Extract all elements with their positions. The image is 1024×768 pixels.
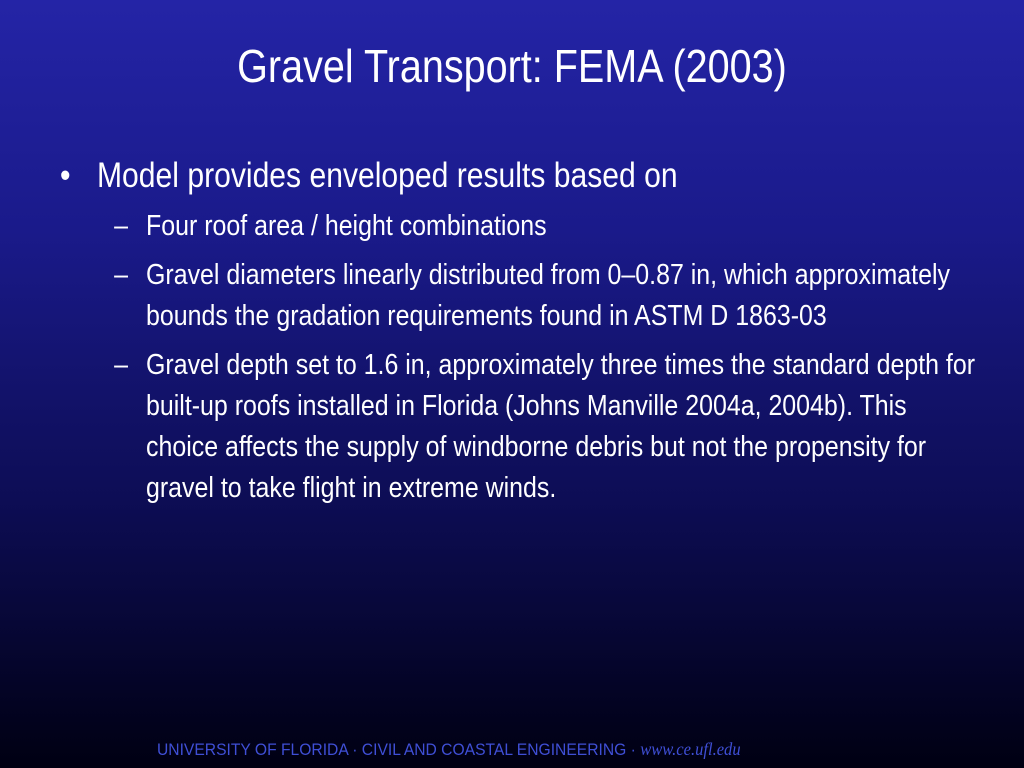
sub-bullet-text: Gravel depth set to 1.6 in, approximately three times the standard depth for built-up roofs installed in Florida (Johns Manville 2004a, 2004b). This choice affects the supply of windborne debris but not the propensity for gravel to take flight in extreme winds. xyxy=(146,349,976,504)
bullet-marker: • xyxy=(60,156,71,195)
dash-marker: – xyxy=(114,210,129,242)
slide-title: Gravel Transport: FEMA (2003) xyxy=(237,40,787,92)
sub-bullet-item xyxy=(60,206,985,247)
sub-bullet-text: Gravel diameters linearly distributed from 0–0.87 in, which approximately bounds the gradation requirements found in ASTM D 1863-03 xyxy=(146,259,950,332)
bullet-text: Model provides enveloped results based on xyxy=(96,156,678,195)
footer xyxy=(157,737,741,762)
dash-marker: – xyxy=(114,259,129,291)
sub-bullet-item xyxy=(60,345,985,509)
bullet-list xyxy=(60,150,976,517)
sub-bullet-list xyxy=(60,206,976,509)
sub-bullet-text: Four roof area / height combinations xyxy=(146,210,547,242)
dash-marker: – xyxy=(114,349,129,381)
bullet-item xyxy=(60,150,851,202)
footer-url[interactable]: www.ce.ufl.edu xyxy=(640,739,741,759)
sub-bullet-item xyxy=(60,255,985,337)
footer-text: UNIVERSITY OF FLORIDA · CIVIL AND COASTAL ENGINEERING · xyxy=(157,740,636,759)
